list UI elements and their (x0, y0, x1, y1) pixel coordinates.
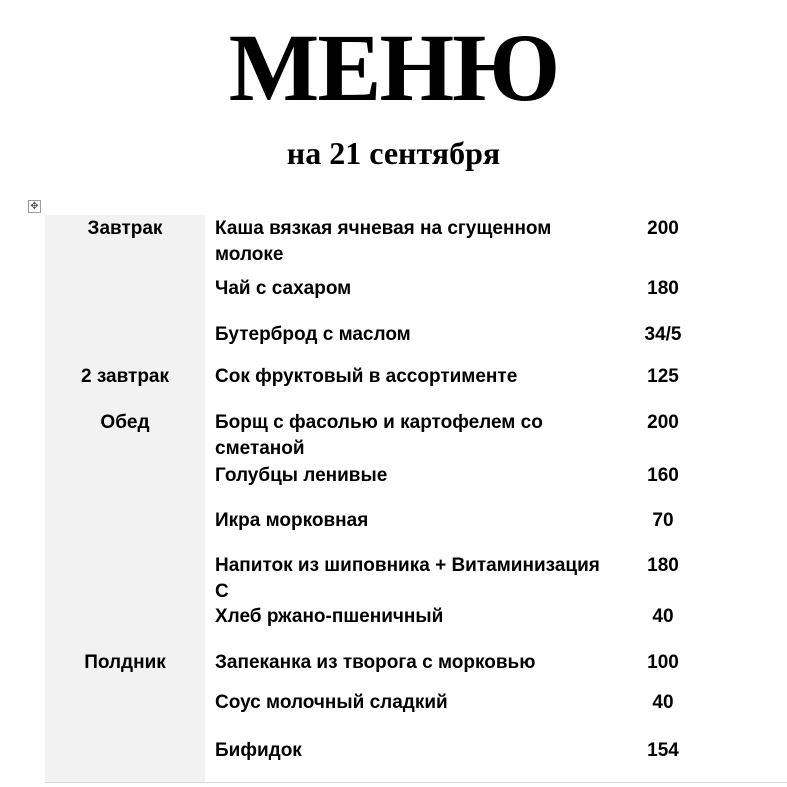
amount-cell: 125 (647, 366, 679, 387)
amount-cell: 180 (647, 555, 679, 576)
move-cross-icon[interactable]: ✥ (28, 200, 41, 213)
dish-cell: Чай с сахаром (215, 278, 352, 299)
dish-cell: Икра морковная (215, 510, 369, 531)
dish-cell: Каша вязкая ячневая на сгущенном молоке (215, 218, 552, 265)
dish-cell: Борщ с фасолью и картофелем со сметаной (215, 412, 543, 459)
amount-cell: 200 (647, 412, 679, 433)
amount-cell: 200 (647, 218, 679, 239)
dish-cell: Напиток из шиповника + Витаминизация С (215, 555, 600, 602)
amount-cell: 180 (647, 278, 679, 299)
amount-cell: 40 (652, 692, 674, 713)
dish-cell: Запеканка из творога с морковью (215, 652, 536, 673)
dish-cell: Бифидок (215, 740, 302, 761)
amount-cell: 160 (647, 465, 679, 486)
table-bottom-border (45, 782, 787, 783)
meal-cell: Обед (100, 412, 150, 433)
amount-cell: 70 (652, 510, 674, 531)
dish-cell: Хлеб ржано-пшеничный (215, 606, 444, 627)
meal-column-shading (45, 215, 205, 782)
amount-cell: 34/5 (644, 324, 682, 345)
meal-cell: Полдник (84, 652, 166, 673)
dish-cell: Бутерброд с маслом (215, 324, 411, 345)
amount-cell: 100 (647, 652, 679, 673)
dish-cell: Сок фруктовый в ассортименте (215, 366, 518, 387)
dish-cell: Голубцы ленивые (215, 465, 388, 486)
dish-cell: Соус молочный сладкий (215, 692, 448, 713)
page-title: МЕНЮ (228, 14, 559, 121)
meal-cell: 2 завтрак (80, 366, 170, 387)
amount-cell: 154 (647, 740, 679, 761)
meal-cell: Завтрак (87, 218, 163, 239)
amount-cell: 40 (652, 606, 674, 627)
page-subtitle: на 21 сентября (286, 135, 501, 171)
